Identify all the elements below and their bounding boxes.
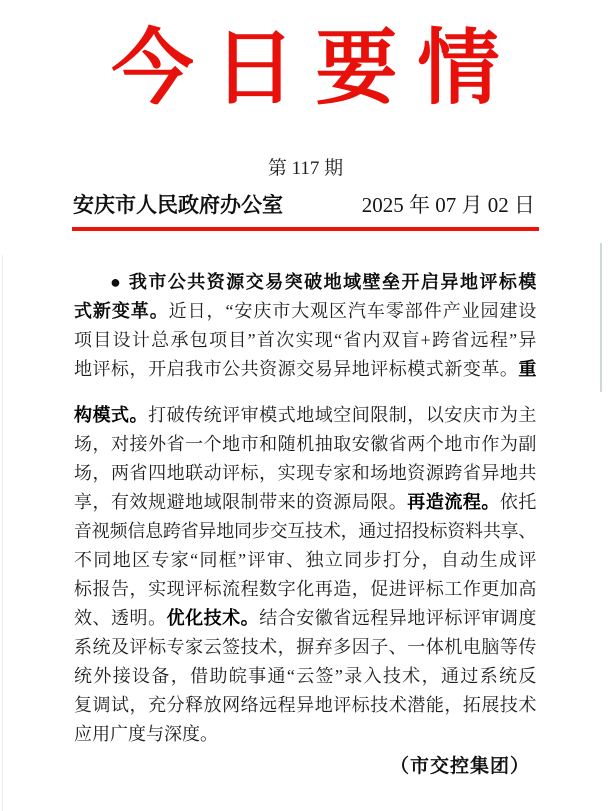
- text-run: 不同地区专家“同框”评审、独立同步打分，自动生成评: [74, 550, 536, 570]
- text-line: [74, 517, 536, 546]
- bold-run: 构模式。: [74, 405, 149, 425]
- text-run: 地评标，开启我市公共资源交易异地评标模式新变革。: [74, 359, 519, 379]
- text-line: [74, 575, 536, 604]
- text-line: [74, 268, 536, 297]
- text-run: 标报告，实现评标流程数字化再造，促进评标工作更加高: [74, 579, 536, 599]
- issue-date: 2025 年 07 月 02 日: [361, 193, 535, 217]
- text-line: [74, 326, 536, 355]
- paragraph-gap: [74, 384, 536, 401]
- text-run: 依托: [499, 492, 536, 512]
- text-line: [74, 546, 536, 575]
- text-run: 效、透明。: [74, 608, 167, 628]
- text-line: [74, 604, 536, 633]
- text-run: 结合安徽省远程异地评标评审调度: [259, 608, 536, 628]
- text-run: 项目设计总承包项目”首次实现“省内双盲+跨省远程”异: [74, 330, 536, 350]
- bold-run: ●: [110, 272, 129, 292]
- issuing-office: 安庆市人民政府办公室: [73, 194, 283, 217]
- issue-number: 第 117 期: [267, 158, 344, 179]
- text-line: [74, 488, 536, 517]
- text-line: [74, 401, 536, 430]
- text-run: 享，有效规避地域限制带来的资源局限。: [74, 492, 408, 512]
- text-line: [74, 459, 536, 488]
- text-line: [74, 297, 536, 326]
- source-attribution: （市交控集团）: [389, 756, 530, 777]
- masthead-rule: [72, 227, 539, 231]
- text-line: [74, 662, 536, 691]
- bulletin-title: 今日要情: [111, 23, 520, 114]
- text-run: 打破传统评审模式地域空间限制，以安庆市为主: [148, 405, 536, 425]
- scan-edge-artifact-right: [600, 243, 602, 392]
- text-run: 统外接设备，借助皖事通“云签”录入技术，通过系统反: [74, 666, 536, 686]
- scan-edge-artifact-left: [2, 255, 3, 811]
- bold-run: 我市公共资源交易突破地域壁垒开启异地评标模: [128, 272, 536, 292]
- text-line: [74, 720, 536, 749]
- text-run: 近日，“安庆市大观区汽车零部件产业园建设: [168, 301, 536, 321]
- bold-run: 式新变革。: [74, 301, 169, 321]
- text-run: 场，两省四地联动评标，实现专家和场地资源跨省异地共: [74, 463, 536, 483]
- text-run: 场，对接外省一个地市和随机抽取安徽省两个地市作为副: [74, 434, 536, 454]
- bold-run: 再造流程。: [407, 492, 500, 512]
- masthead-row: [73, 192, 535, 219]
- text-run: 系统及评标专家云签技术，摒弃多因子、一体机电脑等传: [74, 637, 536, 657]
- article-body: [74, 268, 536, 780]
- text-line: [74, 355, 536, 384]
- text-run: 应用广度与深度。: [74, 724, 218, 744]
- bold-run: 重: [518, 359, 536, 379]
- text-run: 音视频信息跨省异地同步交互技术，通过招投标资料共享、: [74, 521, 536, 541]
- text-line: [74, 691, 536, 720]
- text-line: [74, 633, 536, 662]
- bold-run: 优化技术。: [166, 608, 260, 628]
- text-run: 复调试，充分释放网络远程异地评标技术潜能，拓展技术: [74, 695, 536, 715]
- text-line: [74, 430, 536, 459]
